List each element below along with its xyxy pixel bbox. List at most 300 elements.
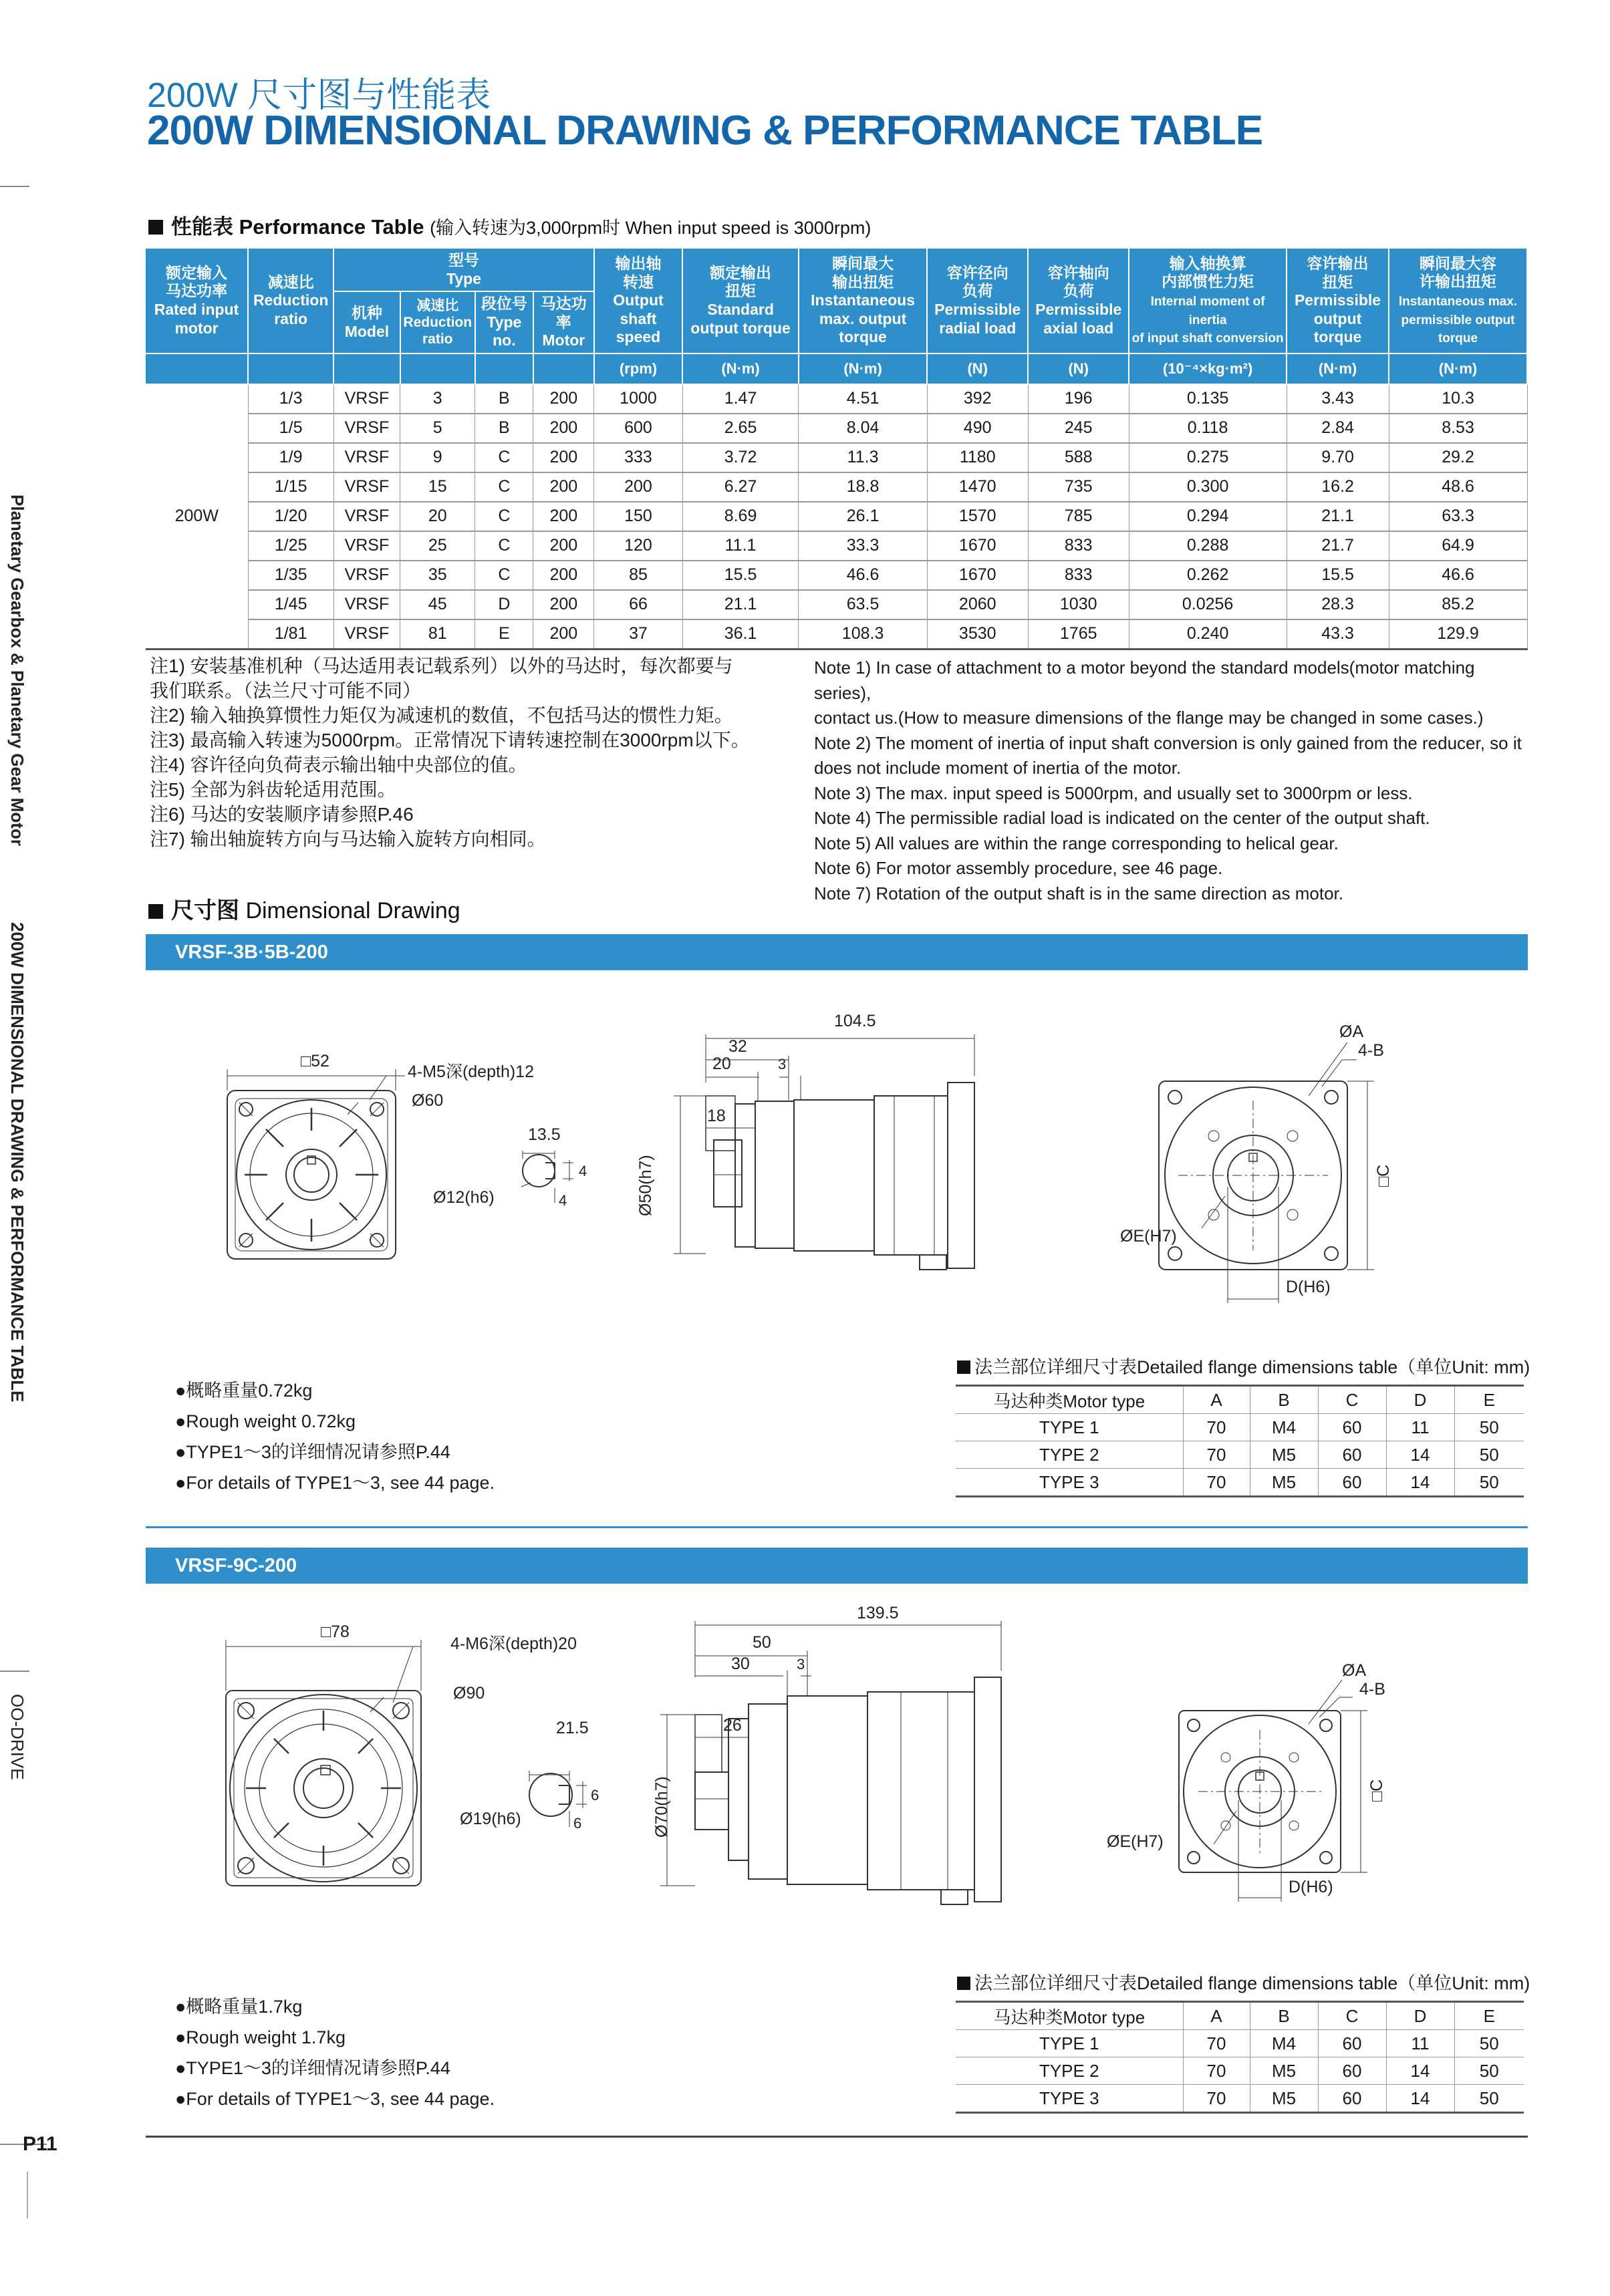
page-title-en: 200W DIMENSIONAL DRAWING & PERFORMANCE TABLE bbox=[147, 108, 1263, 154]
dim-50: 50 bbox=[753, 1633, 771, 1652]
table-cell: 1765 bbox=[1028, 619, 1129, 650]
dim-total: 104.5 bbox=[834, 1012, 876, 1030]
table-cell: 200 bbox=[533, 443, 594, 472]
table-cell: 50 bbox=[1454, 2057, 1524, 2085]
table-cell: 1/5 bbox=[248, 414, 333, 443]
note-line: 注4) 容许径向负荷表示输出轴中央部位的值。 bbox=[150, 754, 527, 775]
weight-line: ●概略重量1.7kg bbox=[175, 1997, 303, 2017]
table-row bbox=[146, 590, 1527, 619]
table-cell: 21.1 bbox=[682, 590, 799, 619]
note-line: Note 2) The moment of inertia of input shaft conversion is only gained from the reducer, so it bbox=[814, 732, 1522, 753]
performance-table bbox=[146, 249, 1528, 650]
table-cell: 196 bbox=[1028, 384, 1129, 414]
col-max-torque: 瞬间最大 输出扭矩 Instantaneous max. output torque bbox=[799, 249, 927, 353]
table-cell: 50 bbox=[1454, 1469, 1524, 1497]
table-cell: 14 bbox=[1386, 2085, 1454, 2113]
table-cell: 25 bbox=[400, 531, 475, 561]
dim-square: □78 bbox=[321, 1622, 350, 1641]
table-cell: 1/25 bbox=[248, 531, 333, 561]
table-row bbox=[956, 2085, 1524, 2113]
section-divider bbox=[146, 1526, 1528, 1528]
flange-col-c: C bbox=[1318, 2002, 1386, 2030]
note-line: Note 4) The permissible radial load is indicated on the center of the output shaft. bbox=[814, 808, 1430, 828]
table-cell: 28.3 bbox=[1287, 590, 1389, 619]
page-number: P11 bbox=[23, 2133, 57, 2155]
note-line: 注2) 输入轴换算惯性力矩仅为减速机的数值，不包括马达的惯性力矩。 bbox=[150, 705, 733, 726]
table-cell: VRSF bbox=[333, 619, 400, 650]
table-cell: 11 bbox=[1386, 2030, 1454, 2057]
col-radial-load: 容许径向 负荷 Permissible radial load bbox=[927, 249, 1028, 353]
table-cell: 200 bbox=[533, 590, 594, 619]
flange-table-1 bbox=[956, 1385, 1524, 1497]
table-row bbox=[146, 443, 1527, 472]
table-cell: 108.3 bbox=[799, 619, 927, 650]
table-cell: 1000 bbox=[594, 384, 682, 414]
col-perm-torque: 容许输出 扭矩 Permissible output torque bbox=[1287, 249, 1389, 353]
table-cell: 1670 bbox=[927, 561, 1028, 590]
table-cell: 8.53 bbox=[1389, 414, 1527, 443]
table-cell: 81 bbox=[400, 619, 475, 650]
dim-shaft: Ø19(h6) bbox=[460, 1810, 521, 1828]
table-cell: 48.6 bbox=[1389, 472, 1527, 502]
table-cell: 8.04 bbox=[799, 414, 927, 443]
dim-20: 20 bbox=[712, 1054, 731, 1073]
heading-cn: 性能表 bbox=[171, 215, 233, 239]
table-cell: 0.135 bbox=[1129, 384, 1287, 414]
dim-key-b: 4 bbox=[559, 1192, 567, 1209]
dim-pcd: Ø90 bbox=[453, 1684, 485, 1703]
table-row bbox=[146, 502, 1527, 531]
table-cell: 2.65 bbox=[682, 414, 799, 443]
table-cell: 60 bbox=[1318, 1414, 1386, 1441]
table-cell: 33.3 bbox=[799, 531, 927, 561]
dim-tap: 4-M6深(depth)20 bbox=[450, 1634, 577, 1653]
table-cell: M5 bbox=[1250, 1441, 1318, 1469]
table-cell: C bbox=[475, 443, 533, 472]
table-cell: 50 bbox=[1454, 2030, 1524, 2057]
flange-col-c: C bbox=[1318, 1386, 1386, 1414]
table-cell: 150 bbox=[594, 502, 682, 531]
table-cell: E bbox=[475, 619, 533, 650]
table-cell: 70 bbox=[1183, 2057, 1250, 2085]
flange-col-motor-type: 马达种类Motor type bbox=[956, 2002, 1183, 2030]
table-cell: 120 bbox=[594, 531, 682, 561]
table-cell: 10.3 bbox=[1389, 384, 1527, 414]
notes-cn bbox=[150, 654, 818, 851]
col-rated-input: 额定输入 马达功率 Rated input motor bbox=[146, 249, 248, 353]
table-cell: 15.5 bbox=[1287, 561, 1389, 590]
table-cell: 4.51 bbox=[799, 384, 927, 414]
dim-pilot: Ø70(h7) bbox=[652, 1776, 671, 1838]
heading-note: (输入转速为3,000rpm时 When input speed is 3000rpm) bbox=[430, 218, 871, 238]
drawing-vrsf-9c bbox=[146, 1597, 1529, 1951]
flange-col-a: A bbox=[1183, 2002, 1250, 2030]
table-cell: 200 bbox=[533, 472, 594, 502]
table-cell: 60 bbox=[1318, 2085, 1386, 2113]
table-cell: 70 bbox=[1183, 1441, 1250, 1469]
table-cell: 245 bbox=[1028, 414, 1129, 443]
performance-heading bbox=[148, 210, 871, 240]
unit-nm: (N·m) bbox=[1287, 353, 1389, 384]
table-cell: 0.118 bbox=[1129, 414, 1287, 443]
table-cell: 70 bbox=[1183, 2085, 1250, 2113]
col-axial-load: 容许轴向 负荷 Permissible axial load bbox=[1028, 249, 1129, 353]
note-line: 注5) 全部为斜齿轮适用范围。 bbox=[150, 779, 396, 800]
page-title-cn: 200W 尺寸图与性能表 bbox=[147, 76, 491, 115]
table-cell: TYPE 1 bbox=[956, 2030, 1183, 2057]
note-line: 注7) 输出轴旋转方向与马达输入旋转方向相同。 bbox=[150, 829, 546, 849]
table-cell: 2.84 bbox=[1287, 414, 1389, 443]
section-bar-vrsf-9c: VRSF-9C-200 bbox=[146, 1548, 1528, 1584]
dimensional-heading bbox=[148, 892, 460, 925]
table-cell: TYPE 2 bbox=[956, 1441, 1183, 1469]
table-row bbox=[956, 1414, 1524, 1441]
table-row bbox=[956, 1469, 1524, 1497]
table-cell: M4 bbox=[1250, 2030, 1318, 2057]
table-cell: 20 bbox=[400, 502, 475, 531]
table-cell: VRSF bbox=[333, 443, 400, 472]
dim-square: □52 bbox=[301, 1052, 329, 1070]
table-cell: 588 bbox=[1028, 443, 1129, 472]
col-model: 机种 Model bbox=[333, 291, 400, 353]
dim-phiA: ØA bbox=[1339, 1022, 1364, 1041]
table-cell: 36.1 bbox=[682, 619, 799, 650]
table-cell: 3 bbox=[400, 384, 475, 414]
table-cell: M5 bbox=[1250, 2057, 1318, 2085]
table-cell: 1030 bbox=[1028, 590, 1129, 619]
unit-n: (N) bbox=[1028, 353, 1129, 384]
dim-4B: 4-B bbox=[1359, 1680, 1385, 1699]
footer-rule bbox=[146, 2136, 1528, 2138]
dim-3: 3 bbox=[778, 1056, 787, 1072]
table-cell: C bbox=[475, 531, 533, 561]
table-cell: VRSF bbox=[333, 590, 400, 619]
table-cell: 70 bbox=[1183, 1414, 1250, 1441]
table-cell: 0.0256 bbox=[1129, 590, 1287, 619]
table-cell: 43.3 bbox=[1287, 619, 1389, 650]
flange-col-d: D bbox=[1386, 1386, 1454, 1414]
table-cell: 64.9 bbox=[1389, 531, 1527, 561]
table-row bbox=[956, 1441, 1524, 1469]
table-cell: 21.7 bbox=[1287, 531, 1389, 561]
dim-key-b: 6 bbox=[573, 1815, 582, 1832]
table-cell: 16.2 bbox=[1287, 472, 1389, 502]
dim-boxC: □C bbox=[1367, 1779, 1386, 1802]
table-cell: 1470 bbox=[927, 472, 1028, 502]
table-cell: 60 bbox=[1318, 1469, 1386, 1497]
table-cell: 60 bbox=[1318, 1441, 1386, 1469]
table-cell: 333 bbox=[594, 443, 682, 472]
table-cell: 63.3 bbox=[1389, 502, 1527, 531]
table-cell: 85.2 bbox=[1389, 590, 1527, 619]
dim-key-a: 6 bbox=[591, 1787, 599, 1804]
note-line: Note 6) For motor assembly procedure, see 46 page. bbox=[814, 858, 1223, 878]
table-cell: 1570 bbox=[927, 502, 1028, 531]
table-cell: 785 bbox=[1028, 502, 1129, 531]
table-cell: VRSF bbox=[333, 502, 400, 531]
table-cell: 392 bbox=[927, 384, 1028, 414]
note-line: 注3) 最高输入转速为5000rpm。正常情况下请转速控制在3000rpm以下。 bbox=[150, 730, 750, 750]
table-cell: B bbox=[475, 414, 533, 443]
table-cell: 18.8 bbox=[799, 472, 927, 502]
note-line: 我们联系。（法兰尺寸可能不同） bbox=[150, 680, 422, 701]
note-line: Note 5) All values are within the range corresponding to helical gear. bbox=[814, 833, 1339, 853]
table-cell: VRSF bbox=[333, 561, 400, 590]
weight-info-1 bbox=[175, 1375, 495, 1498]
table-cell: TYPE 3 bbox=[956, 2085, 1183, 2113]
table-cell: 0.262 bbox=[1129, 561, 1287, 590]
square-bullet-icon bbox=[957, 1360, 970, 1374]
table-row bbox=[146, 531, 1527, 561]
table-cell: 70 bbox=[1183, 2030, 1250, 2057]
flange-col-e: E bbox=[1454, 1386, 1524, 1414]
table-cell: 15.5 bbox=[682, 561, 799, 590]
note-line: 注1) 安装基准机种（马达适用表记载系列）以外的马达时，每次都要与 bbox=[150, 656, 733, 676]
table-cell: 46.6 bbox=[1389, 561, 1527, 590]
table-cell: 46.6 bbox=[799, 561, 927, 590]
table-cell: M5 bbox=[1250, 2085, 1318, 2113]
table-cell: 200 bbox=[533, 414, 594, 443]
dim-total: 139.5 bbox=[857, 1604, 899, 1622]
table-cell: 200 bbox=[533, 502, 594, 531]
table-cell: 833 bbox=[1028, 531, 1129, 561]
table-cell: 11.1 bbox=[682, 531, 799, 561]
table-cell: 70 bbox=[1183, 1469, 1250, 1497]
heading-cn: 尺寸图 bbox=[171, 898, 239, 923]
table-cell: 200 bbox=[594, 472, 682, 502]
table-cell: 1/15 bbox=[248, 472, 333, 502]
unit-nm: (N·m) bbox=[1389, 353, 1527, 384]
table-cell: 0.294 bbox=[1129, 502, 1287, 531]
flange-table-title-2: 法兰部位详细尺寸表Detailed flange dimensions table（单位Unit: mm) bbox=[957, 1969, 1530, 1995]
dim-key-width: 13.5 bbox=[528, 1125, 561, 1144]
table-cell: 490 bbox=[927, 414, 1028, 443]
table-cell: 200 bbox=[533, 531, 594, 561]
section-bar-vrsf-3b5b: VRSF-3B·5B-200 bbox=[146, 934, 1528, 970]
table-cell: M5 bbox=[1250, 1469, 1318, 1497]
table-cell: 1/20 bbox=[248, 502, 333, 531]
table-row bbox=[956, 2057, 1524, 2085]
weight-line: ●For details of TYPE1～3, see 44 page. bbox=[175, 1473, 495, 1493]
side-divider bbox=[0, 1671, 29, 1672]
flange-table-title-1: 法兰部位详细尺寸表Detailed flange dimensions table（单位Unit: mm) bbox=[957, 1352, 1530, 1379]
flange-table-2 bbox=[956, 2001, 1524, 2114]
weight-line: ●For details of TYPE1～3, see 44 page. bbox=[175, 2089, 495, 2109]
dim-3: 3 bbox=[797, 1656, 805, 1673]
table-cell: 9 bbox=[400, 443, 475, 472]
table-row bbox=[146, 619, 1527, 650]
table-cell: 129.9 bbox=[1389, 619, 1527, 650]
dim-30: 30 bbox=[731, 1655, 750, 1673]
table-cell: C bbox=[475, 502, 533, 531]
table-cell: 3530 bbox=[927, 619, 1028, 650]
dim-phiE: ØE(H7) bbox=[1107, 1832, 1164, 1851]
note-line: Note 3) The max. input speed is 5000rpm, and usually set to 3000rpm or less. bbox=[814, 782, 1413, 803]
weight-line: ●TYPE1～3的详细情况请参照P.44 bbox=[175, 1442, 450, 1462]
dim-pcd: Ø60 bbox=[412, 1091, 444, 1110]
table-cell: 60 bbox=[1318, 2030, 1386, 2057]
flange-col-a: A bbox=[1183, 1386, 1250, 1414]
col-inertia: 输入轴换算 内部惯性力矩 Internal moment of inertia of input shaft conversion bbox=[1129, 249, 1287, 353]
table-row bbox=[146, 384, 1527, 414]
dim-dH6: D(H6) bbox=[1289, 1878, 1333, 1896]
square-bullet-icon bbox=[957, 1977, 970, 1990]
notes-en bbox=[814, 656, 1529, 906]
col-perm-max-torque: 瞬间最大容 许输出扭矩 Instantaneous max. permissible output torque bbox=[1389, 249, 1527, 353]
drawing-vrsf-3b5b bbox=[146, 976, 1529, 1323]
table-cell: 1/3 bbox=[248, 384, 333, 414]
table-cell: 50 bbox=[1454, 1441, 1524, 1469]
table-cell: B bbox=[475, 384, 533, 414]
table-cell: 26.1 bbox=[799, 502, 927, 531]
table-cell: 1/81 bbox=[248, 619, 333, 650]
unit-n: (N) bbox=[927, 353, 1028, 384]
weight-line: ●TYPE1～3的详细情况请参照P.44 bbox=[175, 2058, 450, 2078]
weight-line: ●Rough weight 1.7kg bbox=[175, 2027, 346, 2047]
note-line: does not include moment of inertia of the motor. bbox=[814, 758, 1182, 778]
flange-col-e: E bbox=[1454, 2002, 1524, 2030]
col-reduction-ratio: 减速比 Reduction ratio bbox=[248, 249, 333, 353]
table-cell: 14 bbox=[1386, 1441, 1454, 1469]
table-cell: 1670 bbox=[927, 531, 1028, 561]
table-cell: 15 bbox=[400, 472, 475, 502]
table-cell: VRSF bbox=[333, 384, 400, 414]
unit-rpm: (rpm) bbox=[594, 353, 682, 384]
table-cell: 3.72 bbox=[682, 443, 799, 472]
table-cell: 50 bbox=[1454, 2085, 1524, 2113]
table-cell: 735 bbox=[1028, 472, 1129, 502]
table-cell: 9.70 bbox=[1287, 443, 1389, 472]
col-sub-ratio: 减速比 Reduction ratio bbox=[400, 291, 475, 353]
table-cell: 14 bbox=[1386, 1469, 1454, 1497]
dim-boxC: □C bbox=[1374, 1164, 1393, 1187]
table-cell: 600 bbox=[594, 414, 682, 443]
table-cell: 1180 bbox=[927, 443, 1028, 472]
table-cell: 200 bbox=[533, 561, 594, 590]
note-line: 注6) 马达的安装顺序请参照P.46 bbox=[150, 804, 414, 825]
weight-info-2 bbox=[175, 1991, 495, 2114]
table-row bbox=[146, 472, 1527, 502]
table-cell: D bbox=[475, 590, 533, 619]
table-cell: 29.2 bbox=[1389, 443, 1527, 472]
dim-pilot: Ø50(h7) bbox=[636, 1155, 655, 1216]
dim-4B: 4-B bbox=[1358, 1041, 1384, 1060]
side-label-product: Planetary Gearbox & Planetary Gear Motor bbox=[7, 494, 27, 846]
weight-line: ●概略重量0.72kg bbox=[175, 1381, 313, 1401]
table-cell: TYPE 1 bbox=[956, 1414, 1183, 1441]
table-cell: 2060 bbox=[927, 590, 1028, 619]
table-row bbox=[146, 414, 1527, 443]
table-cell: 45 bbox=[400, 590, 475, 619]
col-standard-torque: 额定输出 扭矩 Standard output torque bbox=[682, 249, 799, 353]
side-divider bbox=[0, 186, 29, 187]
weight-line: ●Rough weight 0.72kg bbox=[175, 1411, 356, 1431]
table-cell: 5 bbox=[400, 414, 475, 443]
flange-col-b: B bbox=[1250, 1386, 1318, 1414]
table-cell: 1/45 bbox=[248, 590, 333, 619]
table-cell: 1/9 bbox=[248, 443, 333, 472]
dim-shaft: Ø12(h6) bbox=[433, 1188, 495, 1207]
table-cell: 200 bbox=[533, 384, 594, 414]
col-motor: 马达功率 Motor bbox=[533, 291, 594, 353]
table-cell: 14 bbox=[1386, 2057, 1454, 2085]
table-cell: 6.27 bbox=[682, 472, 799, 502]
table-cell: 50 bbox=[1454, 1414, 1524, 1441]
table-cell: VRSF bbox=[333, 414, 400, 443]
side-label-section: 200W DIMENSIONAL DRAWING & PERFORMANCE TABLE bbox=[7, 922, 27, 1403]
note-line: Note 7) Rotation of the output shaft is in the same direction as motor. bbox=[814, 883, 1343, 903]
table-cell: 63.5 bbox=[799, 590, 927, 619]
heading-en: Dimensional Drawing bbox=[245, 898, 460, 923]
table-cell: 833 bbox=[1028, 561, 1129, 590]
table-cell: 85 bbox=[594, 561, 682, 590]
dim-key-width: 21.5 bbox=[556, 1719, 589, 1737]
table-cell: 0.300 bbox=[1129, 472, 1287, 502]
col-output-speed: 输出轴 转速 Output shaft speed bbox=[594, 249, 682, 353]
col-type-no: 段位号 Type no. bbox=[475, 291, 533, 353]
side-label-brand: OO-DRIVE bbox=[7, 1694, 27, 1780]
dim-dH6: D(H6) bbox=[1286, 1278, 1331, 1296]
flange-col-d: D bbox=[1386, 2002, 1454, 2030]
note-line: contact us.(How to measure dimensions of the flange may be changed in some cases.) bbox=[814, 708, 1484, 728]
dim-32: 32 bbox=[728, 1037, 747, 1056]
dim-phiA: ØA bbox=[1342, 1661, 1367, 1680]
unit-nm: (N·m) bbox=[682, 353, 799, 384]
table-cell: 21.1 bbox=[1287, 502, 1389, 531]
table-cell: 1.47 bbox=[682, 384, 799, 414]
square-bullet-icon bbox=[148, 220, 163, 235]
table-cell: VRSF bbox=[333, 531, 400, 561]
table-cell: TYPE 2 bbox=[956, 2057, 1183, 2085]
side-divider bbox=[27, 2172, 28, 2218]
table-cell: 200 bbox=[533, 619, 594, 650]
flange-col-motor-type: 马达种类Motor type bbox=[956, 1386, 1183, 1414]
table-cell: 1/35 bbox=[248, 561, 333, 590]
rated-power-cell: 200W bbox=[146, 384, 248, 650]
table-cell: 60 bbox=[1318, 2057, 1386, 2085]
flange-col-b: B bbox=[1250, 2002, 1318, 2030]
table-cell: C bbox=[475, 472, 533, 502]
dim-18: 18 bbox=[707, 1107, 726, 1125]
square-bullet-icon bbox=[148, 904, 163, 919]
table-cell: 66 bbox=[594, 590, 682, 619]
dim-tap: 4-M5深(depth)12 bbox=[408, 1062, 534, 1081]
table-row bbox=[956, 2030, 1524, 2057]
table-row bbox=[146, 561, 1527, 590]
table-cell: 11.3 bbox=[799, 443, 927, 472]
table-cell: 0.275 bbox=[1129, 443, 1287, 472]
table-cell: 35 bbox=[400, 561, 475, 590]
note-line: Note 1) In case of attachment to a motor beyond the standard models(motor matching series), bbox=[814, 658, 1475, 703]
table-cell: M4 bbox=[1250, 1414, 1318, 1441]
dim-key-a: 4 bbox=[579, 1163, 587, 1179]
table-cell: 3.43 bbox=[1287, 384, 1389, 414]
dim-26: 26 bbox=[723, 1716, 742, 1735]
table-cell: VRSF bbox=[333, 472, 400, 502]
heading-en: Performance Table bbox=[239, 215, 424, 239]
col-type: 型号 Type bbox=[333, 249, 594, 291]
table-cell: 11 bbox=[1386, 1414, 1454, 1441]
table-cell: 8.69 bbox=[682, 502, 799, 531]
table-cell: 0.240 bbox=[1129, 619, 1287, 650]
table-cell: C bbox=[475, 561, 533, 590]
table-cell: 37 bbox=[594, 619, 682, 650]
table-cell: TYPE 3 bbox=[956, 1469, 1183, 1497]
unit-inertia: (10⁻⁴×kg·m²) bbox=[1129, 353, 1287, 384]
table-cell: 0.288 bbox=[1129, 531, 1287, 561]
dim-phiE: ØE(H7) bbox=[1120, 1227, 1177, 1246]
unit-nm: (N·m) bbox=[799, 353, 927, 384]
